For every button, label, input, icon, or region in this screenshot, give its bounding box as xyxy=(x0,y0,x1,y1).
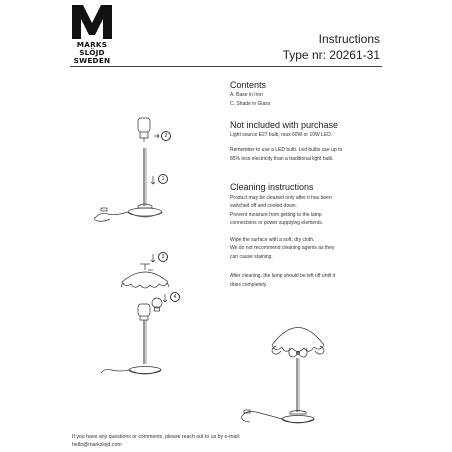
cleaning-line8: After cleaning, the lamp should be left off until it xyxy=(230,273,335,279)
shade-drawing xyxy=(121,264,168,288)
cleaning-line1: Product may be cleaned only after it has been xyxy=(230,194,332,201)
cleaning-line7: can cause staining. xyxy=(230,253,273,260)
step-number-2: 2 xyxy=(161,131,171,141)
logo-text-line3: SWEDEN xyxy=(73,56,111,65)
lower-base-drawing xyxy=(101,304,161,374)
cleaning-line2: switched off and cooled down. xyxy=(230,203,297,209)
not-included-line1: Light source E27 bulb, max 60W or 10W LED. xyxy=(230,132,333,138)
cleaning-line3: Prevent moisture from getting to the lamp xyxy=(230,211,322,218)
type-number: Type nr: 20261-31 xyxy=(282,48,380,62)
logo-text-line2: SLÖJD xyxy=(79,48,105,57)
base-assembly-drawing xyxy=(94,118,162,221)
contents-item-a: A. Base in Iron xyxy=(230,92,263,98)
not-included-line3: 85% less electricity than a traditional light bulb. xyxy=(230,155,334,162)
cleaning-line5: Wipe the surface with a soft, dry cloth. xyxy=(230,236,315,243)
footer-contact-line: If you have any questions or comments, please reach out to us by e-mail: xyxy=(72,434,241,440)
cleaning-line4: connections or power supplying elements. xyxy=(230,220,324,226)
step-number-1: 1 xyxy=(158,174,168,184)
step-arrows xyxy=(148,134,167,302)
step-number-3: 3 xyxy=(158,252,168,262)
cleaning-heading: Cleaning instructions xyxy=(230,182,314,192)
cleaning-line9: dries completely. xyxy=(230,281,268,288)
contents-item-c: C. Shade in Glass xyxy=(230,100,271,107)
bulb-drawing xyxy=(152,298,162,311)
not-included-line2: Remember to use a LED bulb. Led bulbs use up to xyxy=(230,147,343,153)
not-included-heading: Not included with purchase xyxy=(230,120,339,130)
footer-email: hello@markslojd.com xyxy=(72,442,122,448)
page-title: Instructions xyxy=(318,32,380,46)
contents-heading: Contents xyxy=(230,80,267,90)
assembled-lamp-drawing xyxy=(242,328,324,424)
logo-text-line1: MARKS xyxy=(76,40,108,49)
cleaning-line6: We do not recommend cleaning agents as they xyxy=(230,245,335,251)
step-number-4: 4 xyxy=(170,292,180,302)
